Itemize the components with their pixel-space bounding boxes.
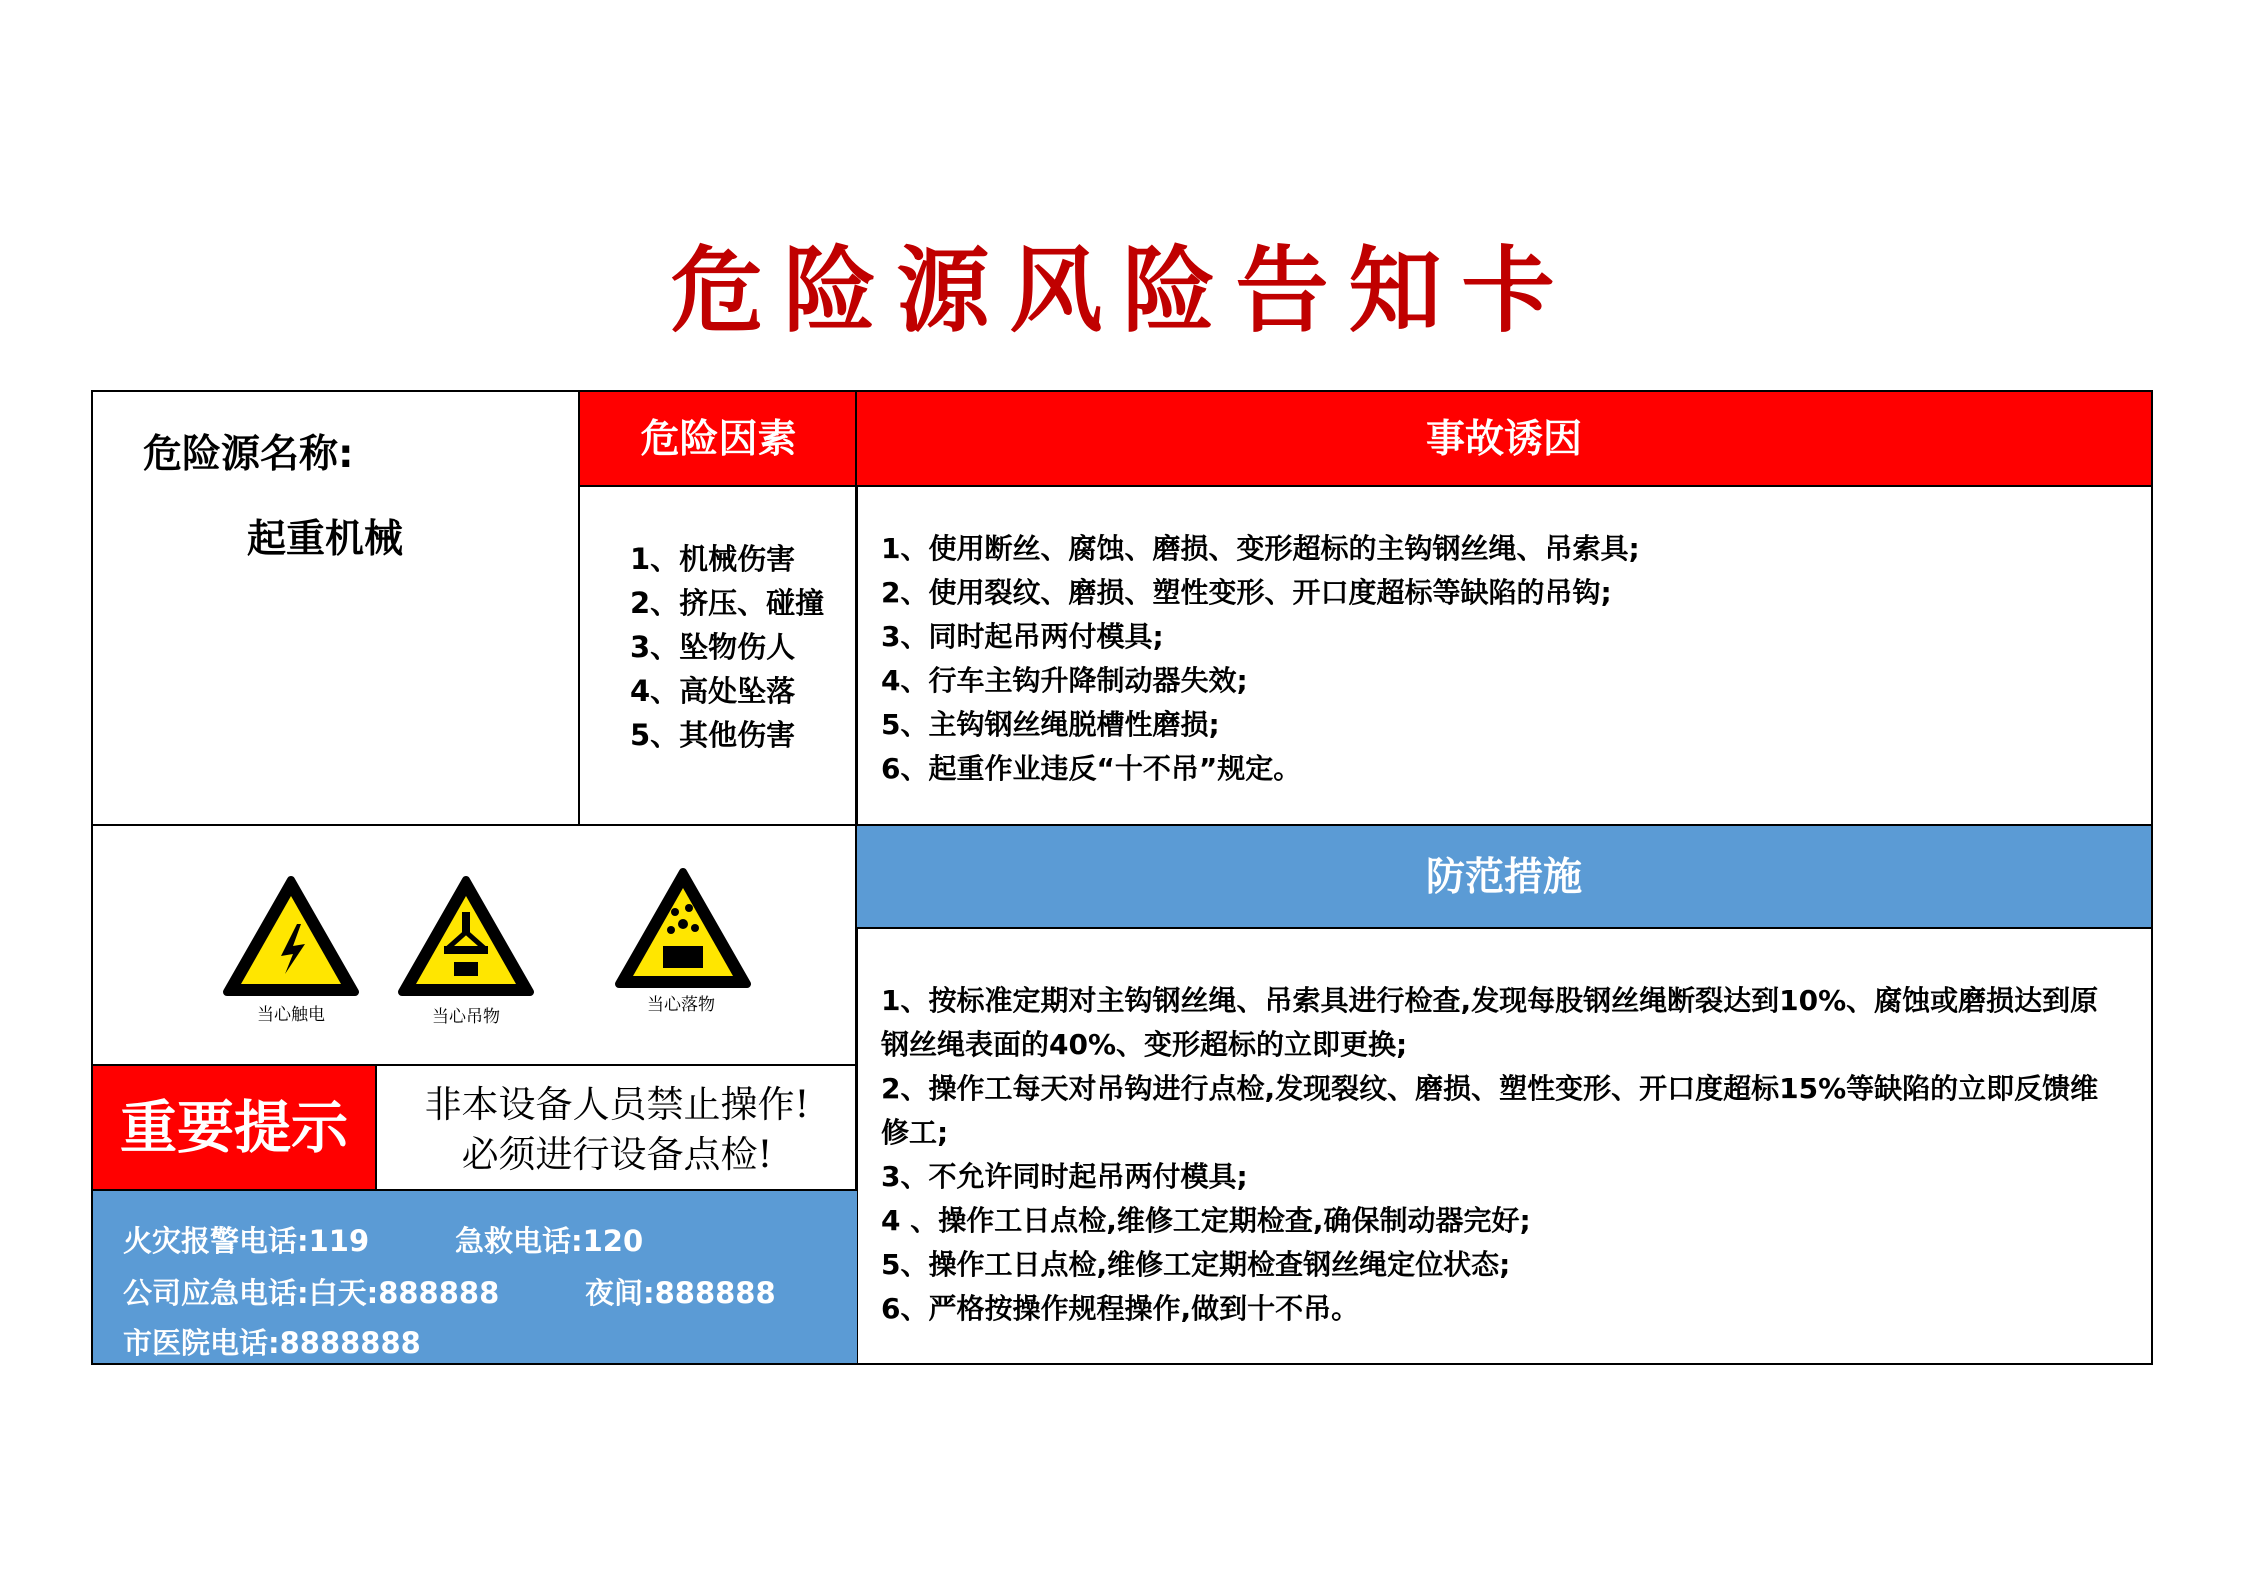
prevention-header: 防范措施	[857, 826, 2151, 929]
card-title: 危险源风险告知卡	[670, 237, 1575, 345]
hazard-source-name: 起重机械	[247, 517, 404, 562]
hazard-source-cell	[91, 390, 580, 826]
risk-factors-cell	[580, 487, 857, 826]
accident-cause-item: 6、起重作业违反“十不吊”规定。	[881, 752, 1302, 785]
accident-causes-cell	[857, 487, 2151, 826]
hazard-source-label: 危险源名称:	[143, 432, 354, 477]
company-night-phone: 夜间:888888	[585, 1276, 776, 1310]
company-day-phone: 公司应急电话:白天:888888	[123, 1276, 500, 1310]
warning-signs-cell	[91, 826, 857, 1066]
ambulance-phone: 急救电话:120	[455, 1224, 644, 1258]
accident-causes-list	[881, 527, 1640, 791]
risk-factor-item: 3、坠物伤人	[630, 630, 796, 664]
sign-label: 当心触电	[257, 1005, 325, 1025]
prevention-item: 3、不允许同时起吊两付模具;	[881, 1160, 1248, 1193]
prevention-item: 1、按标准定期对主钩钢丝绳、吊索具进行检查,发现每股钢丝绳断裂达到10%、腐蚀或磨损达到原	[881, 984, 2099, 1017]
electric-shock-sign	[221, 874, 361, 1000]
hospital-phone: 市医院电话:8888888	[123, 1326, 421, 1360]
fire-phone: 火灾报警电话:119	[123, 1224, 370, 1258]
prevention-item: 钢丝绳表面的40%、变形超标的立即更换;	[881, 1028, 1408, 1061]
accident-cause-item: 2、使用裂纹、磨损、塑性变形、开口度超标等缺陷的吊钩;	[881, 576, 1612, 609]
risk-factors-header: 危险因素	[580, 392, 857, 487]
prevention-item: 2、操作工每天对吊钩进行点检,发现裂纹、磨损、塑性变形、开口度超标15%等缺陷的立即反馈维	[881, 1072, 2099, 1105]
risk-factors-list	[630, 537, 824, 757]
prevention-item: 修工;	[881, 1116, 949, 1149]
accident-cause-item: 1、使用断丝、腐蚀、磨损、变形超标的主钩钢丝绳、吊索具;	[881, 532, 1640, 565]
sign-label: 当心落物	[647, 995, 715, 1015]
notice-line-2: 必须进行设备点检!	[461, 1133, 773, 1176]
accident-cause-item: 5、主钩钢丝绳脱槽性磨损;	[881, 708, 1220, 741]
risk-factor-item: 5、其他伤害	[630, 718, 796, 752]
accident-cause-item: 3、同时起吊两付模具;	[881, 620, 1164, 653]
prevention-item: 6、严格按操作规程操作,做到十不吊。	[881, 1292, 1360, 1325]
contacts-block	[93, 1191, 857, 1363]
falling-objects-icon	[613, 866, 753, 992]
prevention-cell	[857, 929, 2151, 1363]
important-notice-text	[377, 1066, 857, 1191]
important-notice-label: 重要提示	[93, 1066, 377, 1191]
hanging-load-sign	[396, 874, 536, 1000]
falling-objects-sign	[613, 866, 753, 992]
accident-cause-item: 4、行车主钩升降制动器失效;	[881, 664, 1248, 697]
risk-factor-item: 2、挤压、碰撞	[630, 586, 825, 620]
prevention-item: 4 、操作工日点检,维修工定期检查,确保制动器完好;	[881, 1204, 1531, 1237]
risk-factor-item: 1、机械伤害	[630, 542, 796, 576]
accident-causes-header: 事故诱因	[857, 392, 2151, 487]
risk-factor-item: 4、高处坠落	[630, 674, 796, 708]
prevention-item: 5、操作工日点检,维修工定期检查钢丝绳定位状态;	[881, 1248, 1511, 1281]
sign-label: 当心吊物	[432, 1007, 500, 1027]
electric-shock-icon	[221, 874, 361, 1000]
prevention-list	[881, 979, 2098, 1331]
hanging-load-icon	[396, 874, 536, 1000]
notice-line-1: 非本设备人员禁止操作!	[424, 1083, 810, 1126]
